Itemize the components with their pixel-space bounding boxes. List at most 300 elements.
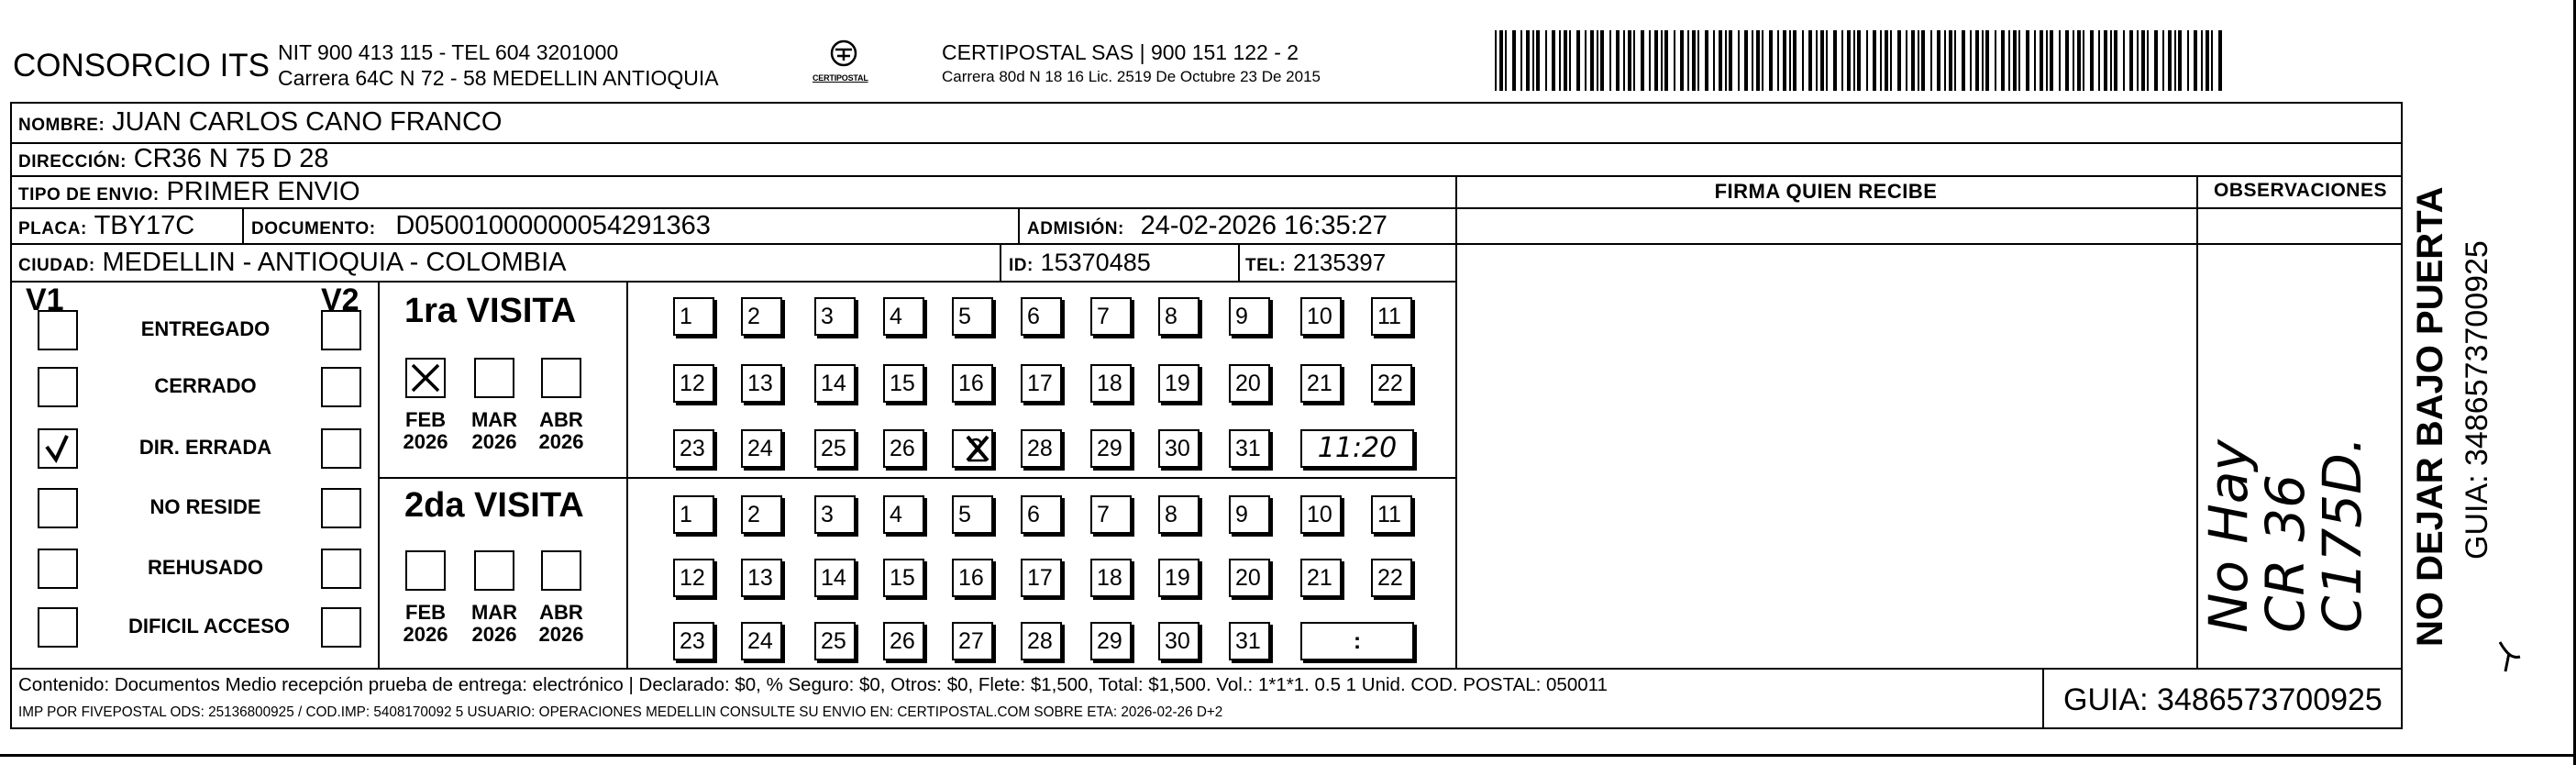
barcode-bar [1705,30,1708,91]
month-year: 2026 [471,430,517,453]
check-mark-icon [39,430,76,467]
observaciones-header: OBSERVACIONES [2214,180,2387,201]
v2-checkbox[interactable] [321,549,361,589]
day-number: 11 [1377,304,1401,329]
barcode-bar [1654,30,1658,91]
observaciones-note [2197,257,2394,642]
barcode-bar [1564,30,1567,91]
barcode-bar [2218,30,2222,91]
day-number: 24 [747,436,773,461]
barcode-bar [1713,30,1715,91]
day-number: 19 [1165,371,1190,396]
documento-label: DOCUMENTO: [251,219,376,238]
barcode-bar [1512,30,1516,91]
second-visit-day-box[interactable] [1371,495,1412,534]
barcode-bar [2201,30,2203,91]
day-number: 10 [1307,502,1332,527]
month-name: MAR [470,408,518,431]
day-number: 11 [1377,502,1401,527]
second-visit-day-box[interactable] [883,559,924,597]
first-visit-day-box[interactable] [814,429,856,468]
first-visit-day-box[interactable] [814,364,856,403]
first-visit-day-box[interactable] [1090,297,1132,336]
day-number: 23 [680,628,705,654]
barcode-bar [1918,30,1919,91]
nombre-label: NOMBRE: [18,116,105,135]
first-visit-time-box[interactable] [1300,429,1414,468]
v1-checkbox[interactable] [38,310,78,350]
second-visit-month-label [467,602,522,646]
first-visit-day-box[interactable] [741,429,782,468]
barcode-bar [2073,30,2074,91]
barcode-bar [2001,30,2005,91]
no-dejar-bajo-puerta: NO DEJAR BAJO PUERTA [2410,186,2450,647]
day-number: 12 [680,565,705,591]
barcode-bar [1793,30,1797,91]
first-visit-day-box[interactable] [814,297,856,336]
day-number: 2 [747,304,760,329]
barcode-bar [2098,30,2100,91]
day-number: 17 [1027,565,1053,591]
imp-line: IMP POR FIVEPOSTAL ODS: 25136800925 / COD.IMP: 5408170092 5 USUARIO: OPERACIONES MEDELLIN CONSULTE SU ENVIO EN: CERTIPOSTAL.COM SOBRE ETA: 2026-02-26 D+2 [18,704,1223,720]
day-number: 1 [680,304,692,329]
barcode-bar [2141,30,2145,91]
first-visit-day-box[interactable] [883,297,924,336]
barcode-bar [2083,30,2084,91]
day-number: 22 [1377,371,1403,396]
barcode-bar [1597,30,1598,91]
second-visit-day-box[interactable] [673,559,714,597]
barcode-bar [1536,30,1540,91]
company-name: CONSORCIO ITS [13,48,271,83]
second-visit-day-box[interactable] [1229,559,1270,597]
barcode-bar [2026,30,2029,91]
placa-field [18,210,194,245]
second-visit-title: 2da VISITA [404,486,584,525]
admision-label: ADMISIÓN: [1027,219,1124,238]
first-visit-day-box[interactable] [883,364,924,403]
day-number: 4 [890,502,902,527]
day-number: 7 [1097,502,1110,527]
day-number: 18 [1097,371,1122,396]
day-number: 22 [1377,565,1403,591]
day-number: 23 [680,436,705,461]
barcode-bar [1777,30,1779,91]
barcode-bar [1687,30,1689,91]
barcode-bar [2065,30,2069,91]
barcode-bar [2162,30,2164,91]
tipo-envio-label: TIPO DE ENVIO: [18,185,160,205]
first-visit-day-box[interactable] [952,297,993,336]
v1-checkbox[interactable] [38,367,78,407]
second-visit-day-box[interactable] [1229,495,1270,534]
status-label: CERRADO [154,374,257,397]
day-number: 10 [1307,304,1332,329]
day-number: 17 [1027,371,1053,396]
first-visit-day-box[interactable] [883,429,924,468]
day-number: 15 [890,371,915,396]
second-visit-day-box[interactable] [814,559,856,597]
barcode-bar [1526,30,1530,91]
first-visit-month-checkbox[interactable] [405,358,446,398]
first-visit-day-box[interactable] [673,429,714,468]
barcode-bar [2178,30,2182,91]
barcode-bar [1783,30,1786,91]
barcode-bar [1962,30,1965,91]
barcode-bar [1729,30,1732,91]
first-visit-day-box[interactable] [1371,364,1412,403]
barcode-bar [1719,30,1722,91]
second-visit-time-value: : [1353,628,1362,654]
first-visit-day-box[interactable] [952,429,993,468]
second-visit-day-box[interactable] [1371,559,1412,597]
barcode-bar [1600,30,1604,91]
first-visit-day-box[interactable] [1229,297,1270,336]
barcode-bar [2194,30,2197,91]
day-number: 28 [1027,436,1053,461]
month-year: 2026 [403,430,448,453]
day-number: 16 [958,565,984,591]
barcode-bar [1816,30,1818,91]
barcode-bar [2013,30,2017,91]
barcode-bar [1680,30,1684,91]
barcode-bar [2090,30,2094,91]
barcode-bar [2008,30,2010,91]
first-visit-month-label [467,409,522,453]
v1-checkbox[interactable] [38,488,78,528]
first-visit-month-checkbox[interactable] [474,358,514,398]
barcode-bar [2187,30,2189,91]
day-number: 7 [1097,304,1110,329]
second-visit-day-box[interactable] [1158,495,1200,534]
day-number: 14 [821,371,846,396]
first-visit-day-box[interactable] [1158,364,1200,403]
barcode-bar [1866,30,1868,91]
barcode-bar [1954,30,1956,91]
second-visit-time-box[interactable] [1300,622,1414,660]
certipostal-address: Carrera 80d N 18 16 Lic. 2519 De Octubre 23 De 2015 [942,68,1321,85]
barcode-bar [1532,30,1534,91]
first-visit-month-label [534,409,589,453]
first-visit-time-value: 11:20 [1317,432,1398,464]
guia-vertical: GUIA: 3486573700925 [2460,240,2494,560]
second-visit-day-box[interactable] [952,622,993,660]
first-visit-day-box[interactable] [673,364,714,403]
barcode-bar [1890,30,1892,91]
day-number: 1 [680,502,692,527]
status-label: NO RESIDE [149,495,261,518]
note-line-1: No Hay [2197,439,2260,633]
second-visit-day-box[interactable] [1229,622,1270,660]
barcode-bar [1911,30,1915,91]
day-number: 5 [958,304,971,329]
direccion-row [18,143,329,178]
barcode-bar [2147,30,2149,91]
second-visit-month-checkbox[interactable] [541,550,581,591]
status-label: DIFICIL ACCESO [127,615,290,638]
second-visit-day-box[interactable] [741,622,782,660]
logo-caption: CERTIPOSTAL [813,73,868,83]
barcode-bar [1995,30,1996,91]
day-number: 26 [890,436,915,461]
placa-label: PLACA: [18,219,87,238]
v2-checkbox[interactable] [321,488,361,528]
barcode-bar [2018,30,2020,91]
contenido-line: Contenido: Documentos Medio recepción prueba de entrega: electrónico | Declarado: $0, % Seguro: $0, Otros: $0, Flete: $1,500, Total: $1,500. Vol.: 1*1*1. 0.5 1 Unid. COD. POSTAL: 050011 [18,674,1608,695]
day-number: 20 [1235,565,1261,591]
company-nit: NIT 900 413 115 - TEL 604 3201000 [278,40,619,64]
day-number: 9 [1235,304,1248,329]
first-visit-day-box[interactable] [1158,297,1200,336]
second-visit-day-box[interactable] [741,495,782,534]
second-visit-day-box[interactable] [952,559,993,597]
tel-label: TEL: [1245,256,1287,275]
second-visit-day-box[interactable] [1300,495,1342,534]
note-line-2: CR 36 [2254,473,2316,633]
barcode-bar [1585,30,1587,91]
day-number: 20 [1235,371,1261,396]
day-number: 8 [1165,304,1177,329]
second-visit-day-box[interactable] [814,495,856,534]
second-visit-day-box[interactable] [741,559,782,597]
first-visit-day-box[interactable] [1229,429,1270,468]
barcode-bar [1505,30,1507,91]
barcode-bar [1752,30,1753,91]
first-visit-day-box[interactable] [1300,297,1342,336]
barcode-bar [1590,30,1594,91]
status-label: REHUSADO [148,556,263,579]
first-visit-day-box[interactable] [952,364,993,403]
second-visit-month-checkbox[interactable] [474,550,514,591]
day-number: 30 [1165,628,1190,654]
day-number: 30 [1165,436,1190,461]
barcode-bar [2040,30,2043,91]
first-visit-day-box[interactable] [1371,297,1412,336]
barcode-bar [1499,30,1503,91]
v1-checkbox[interactable] [38,428,78,469]
documento-field [251,210,711,245]
barcode-bar [1738,30,1740,91]
barcode-bar [1756,30,1760,91]
firma-header: FIRMA QUIEN RECIBE [1714,180,1938,203]
day-number: 26 [890,628,915,654]
certipostal-name: CERTIPOSTAL SAS | 900 151 122 - 2 [942,40,1299,64]
barcode-bar [2211,30,2213,91]
v1-checkbox[interactable] [38,549,78,589]
barcode-bar [1906,30,1907,91]
barcode-bar [2129,30,2133,91]
second-visit-day-box[interactable] [1021,559,1062,597]
month-year: 2026 [471,623,517,646]
status-label: ENTREGADO [140,317,271,340]
tel-value: 2135397 [1293,249,1387,276]
day-number: 12 [680,371,705,396]
status-label: DIR. ERRADA [138,436,272,459]
day-number: 27 [958,628,984,654]
day-number: 13 [747,371,773,396]
day-number: 31 [1235,436,1261,461]
barcode-bar [1808,30,1812,91]
first-visit-day-box[interactable] [673,297,714,336]
day-number: 2 [747,502,760,527]
day-number: 14 [821,565,846,591]
barcode-bar [1944,30,1946,91]
barcode-bar [2137,30,2139,91]
crossed-day-icon [958,431,995,466]
first-visit-day-box[interactable] [1021,429,1062,468]
month-name: ABR [539,408,583,431]
second-visit-day-box[interactable] [814,622,856,660]
barcode-bar [1985,30,1989,91]
tipo-envio-value: PRIMER ENVIO [166,177,360,206]
v1-checkbox[interactable] [38,607,78,648]
barcode-bar [2050,30,2053,91]
second-visit-day-box[interactable] [883,622,924,660]
second-visit-day-box[interactable] [673,622,714,660]
barcode-bar [1674,30,1675,91]
first-visit-day-box[interactable] [1300,364,1342,403]
admision-value: 24-02-2026 16:35:27 [1140,211,1388,240]
barcode-bar [2154,30,2158,91]
second-visit-day-box[interactable] [1158,622,1200,660]
barcode-bar [2059,30,2061,91]
month-name: MAR [470,601,518,624]
month-name: FEB [405,408,446,431]
second-visit-day-box[interactable] [1090,622,1132,660]
day-number: 29 [1097,628,1122,654]
barcode-bar [1697,30,1699,91]
barcode-bar [1833,30,1837,91]
first-visit-day-box[interactable] [1158,429,1200,468]
day-number: 3 [821,304,834,329]
second-visit-day-box[interactable] [952,495,993,534]
barcode-bar [1853,30,1855,91]
ciudad-field [18,247,567,282]
day-number: 29 [1097,436,1122,461]
month-name: FEB [405,601,446,624]
barcode-bar [2174,30,2176,91]
first-visit-month-checkbox[interactable] [541,358,581,398]
documento-value: D05001000000054291363 [395,211,711,240]
day-number: 25 [821,628,846,654]
second-visit-day-box[interactable] [1158,559,1200,597]
direccion-label: DIRECCIÓN: [18,152,127,172]
note-line-3: C175D. [2311,436,2373,633]
ciudad-value: MEDELLIN - ANTIOQUIA - COLOMBIA [102,248,567,277]
second-visit-month-checkbox[interactable] [405,550,446,591]
day-number: 3 [821,502,834,527]
barcode-bar [1970,30,1972,91]
day-number: 31 [1235,628,1261,654]
day-number: 24 [747,628,773,654]
v2-checkbox[interactable] [321,428,361,469]
barcode-bar [2123,30,2125,91]
second-visit-day-box[interactable] [673,495,714,534]
second-visit-day-box[interactable] [1021,495,1062,534]
direccion-value: CR36 N 75 D 28 [133,144,329,173]
first-visit-day-box[interactable] [1021,364,1062,403]
barcode-bar [2114,30,2117,91]
barcode-bar [1897,30,1901,91]
barcode-bar [1820,30,1824,91]
barcode-bar [1576,30,1580,91]
day-number: 28 [1027,628,1053,654]
admision-field [1027,210,1388,245]
barcode-bar [1769,30,1773,91]
month-name: ABR [539,601,583,624]
v2-label: V2 [321,283,359,317]
day-number: 8 [1165,502,1177,527]
day-number: 9 [1235,502,1248,527]
second-visit-day-box[interactable] [883,495,924,534]
month-year: 2026 [403,623,448,646]
barcode-bar [1880,30,1882,91]
first-visit-day-box[interactable] [1090,429,1132,468]
barcode-bar [1616,30,1620,91]
barcode-bar [1789,30,1791,91]
certipostal-logo [807,37,880,94]
barcode-bar [1762,30,1763,91]
barcode-bar [1545,30,1547,91]
first-visit-day-box[interactable] [1021,297,1062,336]
company-address: Carrera 64C N 72 - 58 MEDELLIN ANTIOQUIA [278,66,719,90]
barcode-bar [1975,30,1979,91]
barcode-bar [1873,30,1876,91]
barcode-bar [1802,30,1804,91]
day-number: 13 [747,565,773,591]
day-number: 18 [1097,565,1122,591]
v1-label: V1 [26,283,64,317]
barcode-bar [1841,30,1843,91]
id-label: ID: [1009,256,1034,275]
barcode-bar [1633,30,1635,91]
day-number: 5 [958,502,971,527]
pen-mark-icon [2496,638,2524,675]
tipo-envio-row [18,176,360,211]
v2-checkbox[interactable] [321,367,361,407]
certipostal-logo-icon [807,37,880,94]
v2-checkbox[interactable] [321,310,361,350]
placa-value: TBY17C [94,211,195,240]
second-visit-day-box[interactable] [1021,622,1062,660]
id-value: 15370485 [1040,249,1151,276]
second-visit-day-box[interactable] [1300,559,1342,597]
barcode-bar [1982,30,1984,91]
first-visit-title: 1ra VISITA [404,292,577,330]
day-number: 19 [1165,565,1190,591]
first-visit-day-box[interactable] [741,364,782,403]
first-visit-day-box[interactable] [1090,364,1132,403]
first-visit-day-box[interactable] [741,297,782,336]
day-number: 21 [1307,371,1332,396]
barcode-bar [1609,30,1611,91]
barcode-bar [1661,30,1663,91]
v2-checkbox[interactable] [321,607,361,648]
barcode-bar [1664,30,1668,91]
day-number: 6 [1027,304,1040,329]
barcode-bar [1495,30,1497,91]
barcode-bar [1725,30,1727,91]
barcode-bar [2077,30,2081,91]
first-visit-day-box[interactable] [1229,364,1270,403]
barcode-bar [1649,30,1651,91]
id-field [1009,247,1151,282]
second-visit-day-box[interactable] [1090,495,1132,534]
barcode-bar [2046,30,2048,91]
barcode-bar [1930,30,1932,91]
second-visit-day-box[interactable] [1090,559,1132,597]
day-number: 15 [890,565,915,591]
